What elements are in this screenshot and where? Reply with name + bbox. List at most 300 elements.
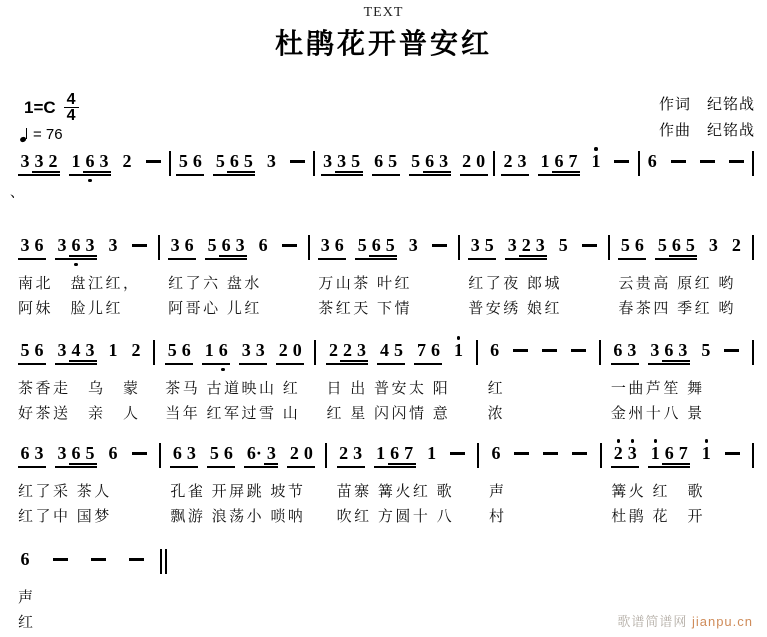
low-octave-dot: [95, 574, 101, 580]
low-octave-dot: [22, 468, 28, 474]
high-octave-dot: [286, 230, 292, 236]
note: [648, 438, 662, 474]
high-octave-dot: [95, 544, 101, 550]
lyric-line-2: 红了中 国梦: [18, 509, 112, 525]
note-digit: 6: [179, 341, 193, 365]
barline: [159, 443, 161, 468]
note-digit: 6: [632, 236, 646, 260]
low-octave-dot: [223, 260, 229, 266]
measure: [618, 230, 743, 319]
high-octave-dot: [169, 335, 175, 341]
notes-row: [611, 335, 742, 371]
low-octave-dot: [547, 365, 553, 371]
note: [55, 230, 69, 266]
note-digit: 3: [239, 341, 253, 365]
note-digit: 6: [423, 152, 437, 176]
low-octave-dot: [373, 260, 379, 266]
high-octave-dot: [464, 146, 470, 152]
high-octave-dot: [472, 230, 478, 236]
beat-group: [722, 438, 742, 474]
note-digit: 3: [515, 152, 529, 176]
note-digit: 5: [83, 444, 97, 468]
low-octave-dot: [378, 468, 384, 474]
note-digit: 3: [408, 235, 418, 255]
note: [706, 230, 720, 266]
lyric-line-1: 茶香走 乌 蒙: [18, 381, 141, 397]
low-octave-dot: [675, 176, 681, 182]
lyric-line-2: 浓: [487, 406, 506, 422]
low-octave-dot: [305, 468, 311, 474]
high-octave-dot: [87, 438, 93, 444]
beat-group: [239, 335, 267, 371]
note-digit: 6: [219, 236, 233, 260]
note-digit: 6: [669, 236, 683, 260]
high-octave-dot: [336, 230, 342, 236]
low-octave-dot: [268, 176, 274, 182]
low-octave-dot: [286, 260, 292, 266]
low-octave-dot: [518, 365, 524, 371]
low-octave-dot: [194, 176, 200, 182]
low-octave-dot: [432, 365, 438, 371]
final-double-barline: [160, 544, 167, 574]
high-octave-dot: [133, 335, 139, 341]
high-octave-dot: [493, 438, 499, 444]
note-digit: 5: [383, 236, 397, 260]
high-octave-dot: [220, 335, 226, 341]
note: [369, 230, 383, 266]
note: [351, 438, 365, 474]
note-digit: 1: [538, 152, 552, 176]
dash-note: [697, 146, 717, 182]
note: [699, 335, 713, 371]
note-digit: 6: [32, 236, 46, 260]
note: [32, 230, 46, 266]
high-octave-dot: [666, 438, 672, 444]
note-digit: 5: [205, 236, 219, 260]
dash-glyph: [50, 550, 70, 574]
note-digit: 3: [97, 152, 111, 176]
note: [632, 230, 646, 266]
note: [170, 438, 184, 474]
note-digit: 3: [18, 152, 32, 176]
note-digit: 3: [505, 236, 519, 260]
note: [83, 230, 97, 266]
high-octave-dot: [406, 438, 412, 444]
note: [519, 230, 533, 266]
high-octave-dot: [652, 438, 658, 444]
beat-group: [318, 230, 346, 266]
lyric-line-1: 万山茶 叶红: [318, 276, 412, 292]
high-octave-dot: [322, 230, 328, 236]
beat-group: [264, 146, 278, 182]
low-octave-dot: [341, 468, 347, 474]
beat-group: [129, 438, 149, 474]
high-octave-dot: [381, 335, 387, 341]
high-octave-dot: [194, 146, 200, 152]
dash-glyph: [88, 550, 108, 574]
note-digit: 3: [354, 341, 368, 365]
low-octave-dot: [733, 176, 739, 182]
beat-group: [501, 146, 529, 182]
high-octave-dot: [36, 230, 42, 236]
high-octave-dot: [523, 230, 529, 236]
beat-group: [699, 335, 713, 371]
note: [106, 230, 120, 266]
note: [32, 335, 46, 371]
beat-group: [468, 230, 496, 266]
high-octave-dot: [260, 230, 266, 236]
high-octave-dot: [547, 335, 553, 341]
note-digit: 6: [258, 235, 268, 255]
note-digit: 2: [122, 151, 132, 171]
note: [482, 230, 496, 266]
note: [372, 146, 386, 182]
note-digit: 3: [32, 444, 46, 468]
beat-group: [18, 230, 46, 266]
note: [46, 146, 60, 182]
note-digit: 1: [701, 443, 711, 463]
note: [699, 438, 713, 474]
beat-group: [489, 438, 503, 474]
note-digit: 2: [340, 341, 354, 365]
high-octave-dot: [344, 335, 350, 341]
note: [428, 335, 442, 371]
measure: [18, 230, 149, 319]
dash-glyph: [722, 444, 742, 468]
measure: [176, 146, 307, 182]
beat-group: [429, 230, 449, 266]
high-octave-dot: [180, 146, 186, 152]
beat-group: [648, 335, 690, 371]
high-octave-dot: [622, 230, 628, 236]
note: [287, 438, 301, 474]
note: [276, 335, 290, 371]
low-octave-dot: [519, 468, 525, 474]
beat-group: [129, 230, 149, 266]
high-octave-dot: [455, 335, 461, 341]
dash-note: [511, 335, 531, 371]
note: [205, 230, 219, 266]
high-octave-dot: [73, 230, 79, 236]
high-octave-dot: [280, 335, 286, 341]
measure: [18, 335, 143, 424]
low-octave-dot: [22, 574, 28, 580]
note-digit: 0: [290, 341, 304, 365]
measure: [18, 146, 163, 182]
note-digit: 2: [611, 444, 625, 468]
watermark: [617, 611, 753, 630]
low-octave-dot: [729, 468, 735, 474]
note: [374, 438, 388, 474]
note-digit: 1: [69, 152, 83, 176]
note: [239, 335, 253, 371]
composer-credit: 作曲 纪铭战: [658, 123, 755, 139]
note: [18, 438, 32, 474]
low-octave-dot: [666, 468, 672, 474]
low-octave-dot: [478, 176, 484, 182]
beat-group: [213, 146, 255, 182]
note-digit: 6: [69, 444, 83, 468]
note-digit: 0: [301, 444, 315, 468]
low-octave-dot: [150, 176, 156, 182]
beat-group: [337, 438, 365, 474]
note: [184, 438, 198, 474]
high-octave-dot: [57, 544, 63, 550]
note-digit: 2: [287, 444, 301, 468]
low-octave-dot: [101, 176, 107, 182]
note-digit: 6: [428, 341, 442, 365]
note: [501, 146, 515, 182]
note-digit: 5: [355, 236, 369, 260]
beat-group: [618, 230, 646, 266]
dash-glyph: [726, 152, 746, 176]
note-digit: 3: [625, 341, 639, 365]
note-digit: 6: [491, 443, 501, 463]
lyric-line-2: 红 星 闪闪情 意: [326, 406, 451, 422]
note: [676, 335, 690, 371]
low-octave-dot: [436, 260, 442, 266]
note: [645, 146, 659, 182]
barline: [153, 340, 155, 365]
note-digit: 6: [108, 443, 118, 463]
note: [55, 438, 69, 474]
barline: [314, 340, 316, 365]
barline: [638, 151, 640, 176]
high-octave-dot: [325, 146, 331, 152]
score-system: [18, 544, 167, 633]
high-octave-dot: [59, 438, 65, 444]
high-octave-dot: [429, 438, 435, 444]
note: [383, 230, 397, 266]
note: [241, 146, 255, 182]
note-digit: 5: [618, 236, 632, 260]
low-octave-dot: [87, 468, 93, 474]
low-octave-dot: [133, 574, 139, 580]
low-octave-dot: [392, 468, 398, 474]
note: [355, 230, 369, 266]
note-digit: 5: [18, 341, 32, 365]
beat-group: [18, 335, 46, 371]
key-text: 1=C: [24, 97, 56, 117]
note-digit: 6: [372, 152, 386, 176]
note: [556, 230, 570, 266]
note-digit: 6: [216, 341, 230, 365]
note-digit: 6: [388, 444, 402, 468]
dash-note: [512, 438, 532, 474]
low-octave-dot: [257, 365, 263, 371]
beat-group: [538, 146, 580, 182]
high-octave-dot: [492, 335, 498, 341]
low-octave-dot: [180, 176, 186, 182]
end-barline: [752, 151, 754, 176]
note: [83, 146, 97, 182]
note: [335, 146, 349, 182]
tempo-value: = 76: [33, 126, 63, 143]
beat-group: [460, 146, 488, 182]
beat-group: [287, 438, 315, 474]
high-octave-dot: [519, 438, 525, 444]
low-octave-dot: [410, 260, 416, 266]
beat-group: [668, 146, 688, 182]
high-octave-dot: [186, 230, 192, 236]
low-octave-dot: [231, 176, 237, 182]
measure: [611, 438, 742, 527]
high-octave-dot: [245, 146, 251, 152]
note: [32, 146, 46, 182]
note-digit: 5: [207, 444, 221, 468]
beat-group: [699, 438, 713, 474]
high-octave-dot: [666, 335, 672, 341]
high-octave-dot: [36, 335, 42, 341]
note-digit: 6: [552, 152, 566, 176]
high-octave-dot: [353, 146, 359, 152]
note: [97, 146, 111, 182]
low-octave-dot: [344, 365, 350, 371]
barline: [599, 340, 601, 365]
note: [533, 230, 547, 266]
note: [625, 438, 639, 474]
low-octave-dot: [537, 260, 543, 266]
note: [414, 335, 428, 371]
note-digit: 3: [468, 236, 482, 260]
beat-group: [406, 230, 420, 266]
beat-group: [579, 230, 599, 266]
note: [182, 230, 196, 266]
beat-group: [279, 230, 299, 266]
low-octave-dot: [36, 176, 42, 182]
note-digit: 2: [131, 340, 141, 360]
note-digit: 0: [474, 152, 488, 176]
note-digit: 2: [46, 152, 60, 176]
notes-row: [168, 230, 299, 266]
high-octave-dot: [87, 335, 93, 341]
note-digit: 3: [335, 152, 349, 176]
beat-group: [106, 335, 120, 371]
barline: [158, 235, 160, 260]
high-octave-dot: [294, 335, 300, 341]
note: [69, 146, 83, 182]
note: [505, 230, 519, 266]
low-octave-dot: [659, 260, 665, 266]
lyric-line-2: 好茶送 亲 人: [18, 406, 141, 422]
beat-group: [697, 146, 717, 182]
beat-group: [488, 335, 502, 371]
measure: [501, 146, 632, 182]
low-octave-dot: [206, 365, 212, 371]
high-octave-dot: [556, 146, 562, 152]
low-octave-dot: [673, 260, 679, 266]
note-digit: 6: [182, 236, 196, 260]
end-barline: [752, 340, 754, 365]
note: [83, 335, 97, 371]
dash-note: [287, 146, 307, 182]
beat-group: [256, 230, 270, 266]
low-octave-dot: [622, 260, 628, 266]
dash-note: [722, 335, 742, 371]
note: [321, 146, 335, 182]
low-octave-dot: [291, 468, 297, 474]
dash-glyph: [541, 444, 561, 468]
note: [227, 146, 241, 182]
low-octave-dot: [237, 260, 243, 266]
note: [244, 438, 264, 474]
dash-glyph: [279, 236, 299, 260]
note-digit: 2: [519, 236, 533, 260]
beat-group: [276, 335, 304, 371]
dash-note: [50, 544, 70, 580]
low-octave-dot: [395, 365, 401, 371]
beat-group: [244, 438, 278, 474]
high-octave-dot: [257, 335, 263, 341]
barline: [477, 443, 479, 468]
lyric-line-1: 声: [488, 484, 507, 500]
note-digit: 1: [648, 444, 662, 468]
beat-group: [612, 146, 632, 182]
beat-group: [511, 335, 531, 371]
high-octave-dot: [390, 146, 396, 152]
note: [264, 438, 278, 474]
note-digit: 1: [427, 443, 437, 463]
beat-group: [88, 544, 108, 580]
beat-group: [451, 335, 465, 371]
dash-glyph: [126, 550, 146, 574]
note-digit: 5: [391, 341, 405, 365]
note-digit: 4: [69, 341, 83, 365]
dash-glyph: [143, 152, 163, 176]
note: [190, 146, 204, 182]
note: [326, 335, 340, 371]
measure: [170, 438, 315, 527]
beat-group: [448, 438, 468, 474]
low-octave-dot: [174, 468, 180, 474]
note: [391, 335, 405, 371]
note-digit: 5: [558, 235, 568, 255]
low-octave-dot: [330, 365, 336, 371]
note: [256, 230, 270, 266]
high-octave-dot: [560, 230, 566, 236]
notes-row: [18, 544, 146, 580]
note: [618, 230, 632, 266]
high-octave-dot: [209, 230, 215, 236]
high-octave-dot: [733, 230, 739, 236]
low-octave-dot: [505, 176, 511, 182]
dash-note: [612, 146, 632, 182]
high-octave-dot: [455, 438, 461, 444]
high-octave-dot: [223, 230, 229, 236]
note-digit: 7: [676, 444, 690, 468]
note: [83, 438, 97, 474]
high-octave-dot: [237, 230, 243, 236]
note-digit: 3: [233, 236, 247, 260]
high-octave-dot: [22, 230, 28, 236]
dash-glyph: [287, 152, 307, 176]
dash-note: [668, 146, 688, 182]
low-octave-dot: [710, 260, 716, 266]
beat-group: [207, 438, 235, 474]
lyric-line-2: 飘游 浪荡小 唢呐: [170, 509, 306, 525]
note-digit: 2: [276, 341, 290, 365]
note: [18, 544, 32, 580]
high-octave-dot: [110, 438, 116, 444]
dash-note: [726, 146, 746, 182]
low-octave-dot: [243, 365, 249, 371]
low-octave-dot: [73, 468, 79, 474]
low-octave-dot: [133, 365, 139, 371]
low-octave-dot: [619, 176, 625, 182]
note-digit: 3: [708, 235, 718, 255]
high-octave-dot: [659, 230, 665, 236]
high-octave-dot: [355, 438, 361, 444]
